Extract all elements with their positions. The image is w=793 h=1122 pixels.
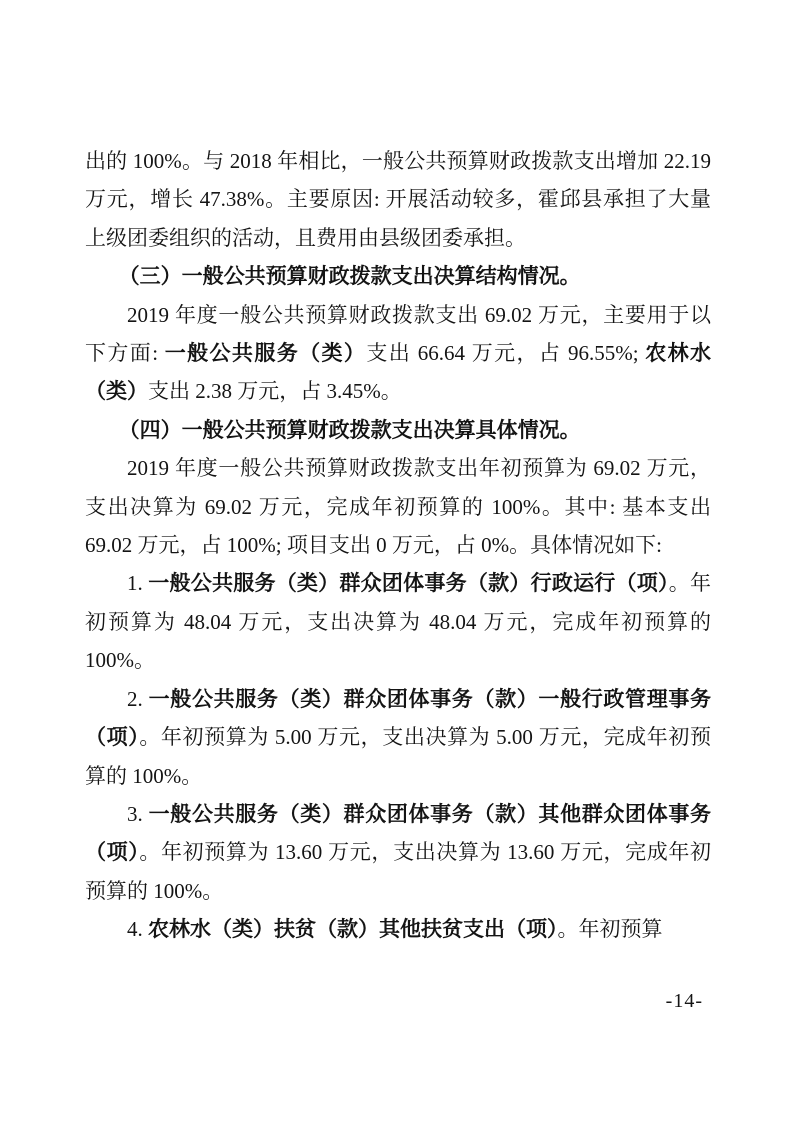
- text-segment: （四）一般公共预算财政拨款支出决算具体情况。: [118, 417, 581, 442]
- text-segment: 一般公共服务（类）: [164, 341, 367, 366]
- paragraph: [85, 795, 711, 910]
- text-segment: 一般公共服务（类）群众团体事务（款）其他群众团体事务（项）: [85, 801, 711, 865]
- text-segment: 1.: [127, 571, 149, 596]
- text-segment: 支出 2.38 万元，占 3.45%。: [148, 379, 402, 404]
- text-segment: 。年初预算: [557, 917, 663, 942]
- text-segment: 2019 年度一般公共预算财政拨款支出 69.02 万元，主要用于以下方面:: [85, 302, 711, 366]
- text-segment: 出的 100%。与 2018 年相比，一般公共预算财政拨款支出增加 22.19 万元，增长 47.38%。主要原因: 开展活动较多，霍邱县承担了大量上级团委组织的活动，且费用由县级团委承担。: [85, 149, 711, 250]
- text-segment: 农林水（类）: [85, 341, 712, 404]
- paragraph: [85, 680, 711, 795]
- document-body: [85, 142, 711, 949]
- paragraph: [85, 564, 711, 679]
- section-heading: [85, 411, 711, 449]
- text-segment: 2019 年度一般公共预算财政拨款支出年初预算为 69.02 万元，支出决算为 69.02 万元，完成年初预算的 100%。其中: 基本支出 69.02 万元，占 100%; 项目支出 0 万元，占 0%。具体情况如下:: [85, 456, 711, 558]
- text-segment: （三）一般公共预算财政拨款支出决算结构情况。: [118, 264, 581, 289]
- text-segment: 支出 66.64 万元，占 96.55%;: [366, 341, 646, 366]
- text-segment: 。年初预算为 13.60 万元，支出决算为 13.60 万元，完成年初预算的 100%。: [85, 840, 711, 903]
- page-number: -14-: [665, 990, 703, 1012]
- section-heading: [85, 257, 711, 295]
- text-segment: 农林水（类）扶贫（款）其他扶贫支出（项）: [148, 917, 558, 942]
- paragraph: [85, 910, 711, 948]
- text-segment: 一般公共服务（类）群众团体事务（款）行政运行（项）: [148, 571, 669, 596]
- paragraph: [85, 296, 711, 411]
- text-segment: 一般公共服务（类）群众团体事务（款）一般行政管理事务（项）: [85, 686, 711, 750]
- text-segment: 。年初预算为 5.00 万元，支出决算为 5.00 万元，完成年初预算的 100%。: [85, 725, 712, 788]
- paragraph: [85, 449, 711, 564]
- paragraph: [85, 142, 711, 257]
- text-segment: 。年初预算为 48.04 万元，支出决算为 48.04 万元，完成年初预算的 100%。: [85, 571, 712, 673]
- text-segment: 4.: [127, 917, 148, 942]
- text-segment: 3.: [127, 801, 149, 826]
- text-segment: 2.: [127, 686, 149, 711]
